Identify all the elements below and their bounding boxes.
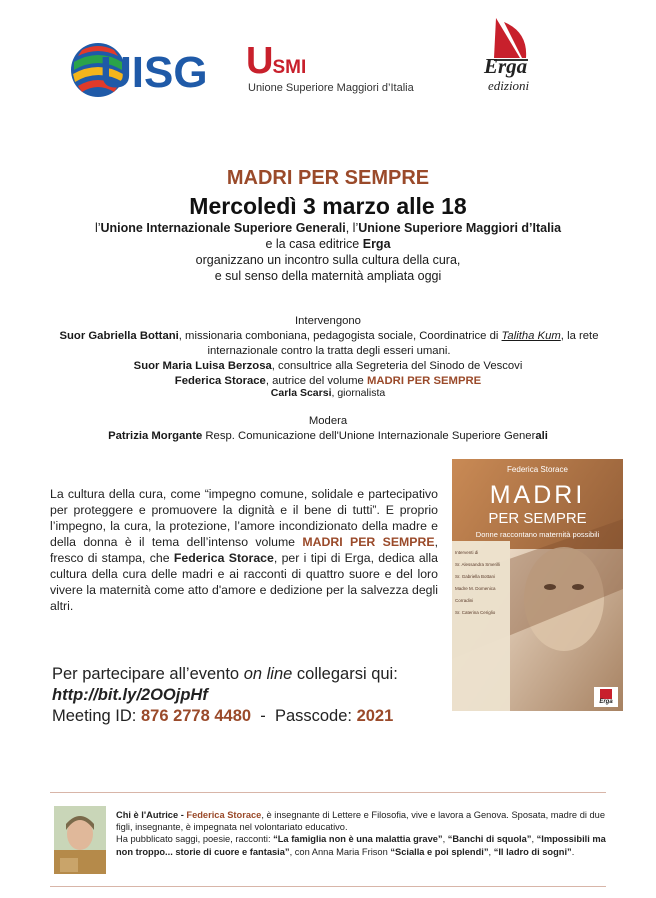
speaker-3: Federica Storace, autrice del volume MADRI PER SEMPRE [174,375,482,387]
moderator-heading: Modera [308,415,348,427]
passcode: 2021 [356,707,394,725]
body-book-title: MADRI PER SEMPRE [302,535,435,549]
usmi-logo [246,40,426,100]
speaker-4: Carla Scarsi, giornalista [270,387,386,399]
author-photo [54,806,106,874]
book-title-inline: MADRI PER SEMPRE [366,375,482,387]
org-uisg: Unione Internazionale Superiore Generali [100,221,346,235]
cta-meeting: Meeting ID: 876 2778 4480 - Passcode: 2021 [52,707,394,725]
uisg-logo [70,38,210,102]
event-title: MADRI PER SEMPRE [226,167,430,189]
talitha-kum-link[interactable]: Talitha Kum [501,330,561,342]
speakers-heading: Intervengono [295,315,361,327]
event-link[interactable]: http://bit.ly/2OOjpHf [52,686,208,704]
body-author: Federica Storace [173,551,274,565]
erga-logo-sub: edizioni [488,78,530,93]
usmi-logo-subtitle: Unione Superiore Maggiori d’Italia [248,82,414,94]
speaker-2: Suor Maria Luisa Berzosa, consultrice alla Segreteria del Sinodo de Vescovi [133,360,523,372]
publisher-name: Erga [362,237,391,251]
erga-logo [476,14,556,100]
author-bio: Chi è l'Autrice - Federica Storace, è insegnante di Lettere e Filosofia, vive e lavora a Genova. Sposata, madre di due figli, insegnante, è impegnata nel volontariato educativo. Ha pubblicato saggi, poesie, racconti: “La famiglia non è una malattia grave”, “Banchi di squola”, “Impossibili ma non troppo... storie di cuore e fantasia”, con Anna Maria Frison “Scialla e poi splendi”, “Il ladro di sogni”. [116,810,606,857]
author-bio-name: Federica Storace [186,810,262,820]
cover-publisher: Erga [599,699,613,705]
speaker-1: Suor Gabriella Bottani, missionaria comboniana, pedagogista sociale, Coordinatrice di Talitha Kum, la rete internazionale contro la tratta degli esseri umani. [59,330,599,357]
footer-bottom-rule [50,886,606,887]
erga-logo-name: Erga [484,54,528,78]
intro-line-3: organizzano un incontro sulla cultura della cura, [195,253,461,267]
cover-author: Federica Storace [507,465,568,474]
cover-title-2: PER SEMPRE [488,510,587,527]
usmi-logo-u: U [246,40,273,82]
cover-subtitle: Donne raccontano maternità possibili [475,530,600,539]
meeting-id: 876 2778 4480 [140,707,252,725]
body-paragraph: La cultura della cura, come “impegno comune, solidale e partecipativo per proteggere e promuovere la dignità e il bene di tutti”. E proprio l’impegno, la cura, la protezione, l’amore incondizionato della madre e della donna è il tema dell’intenso volume MADRI PER SEMPRE, fresco di stampa, che Federica Storace, per i tipi di Erga, dedica alla cultura della cura delle madri e ai racconti di quattro suore e del loro vivere la maternità come atto d'amore e dedizione per la salvezza degli altri. [50,487,438,613]
uisg-logo-text: UISG [100,48,208,97]
cover-contributors: Interventi di Sr. Alessandra Smerilli Sr. Gabriella Bottani Madre M. Domenica Corradini Sr. Caterina Ceriglio [455,550,501,615]
event-date: Mercoledì 3 marzo alle 18 [189,193,467,219]
intro-line-1: l’Unione Internazionale Superiore Generali, l’Unione Superiore Maggiori d’Italia [94,221,562,235]
org-usmi: Unione Superiore Maggiori d’Italia [358,221,562,235]
moderator: Patrizia Morgante Resp. Comunicazione dell'Unione Internazionale Superiore Generali [108,430,548,442]
usmi-logo-smi: SMI [272,57,307,78]
footer-top-rule [50,792,606,793]
cta-line-1: Per partecipare all’evento on line collegarsi qui: [52,665,398,683]
book-cover [452,459,623,711]
cover-title-1: MADRI [489,481,586,509]
intro-line-4: e sul senso della maternità ampliata oggi [214,269,442,283]
intro-line-2: e la casa editrice Erga [265,237,391,251]
